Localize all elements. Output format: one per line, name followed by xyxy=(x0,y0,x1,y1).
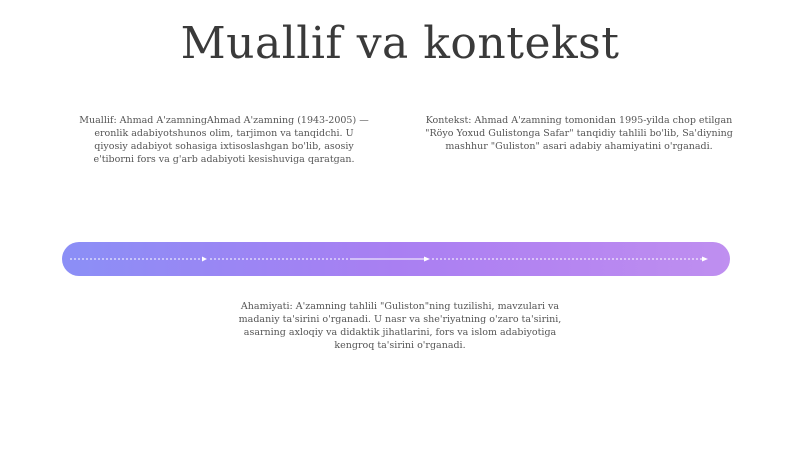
timeline-arrows xyxy=(62,242,730,276)
context-text: Kontekst: Ahmad A'zamning tomonidan 1995-yilda chop etilgan "Röyo Yoxud Gulistonga Safar" tanqidiy tahlili bo'lib, Sa'diyning mashhur "Guliston" asari adabiy ahamiyatini o'rganadi. xyxy=(425,115,733,152)
arrow-head-2-icon xyxy=(424,257,430,262)
importance-text: Ahamiyati: A'zamning tahlili "Guliston"ning tuzilishi, mavzulari va madaniy ta'sirini o'rganadi. U nasr va she'riyatning o'zaro ta'sirini, asarning axloqiy va didaktik jihatlarini, fors va islom adabiyotiga kengroq ta'sirini o'rganadi. xyxy=(238,301,562,351)
arrow-head-1-icon xyxy=(202,257,207,262)
arrow-head-3-icon xyxy=(702,257,708,262)
timeline-bar xyxy=(62,242,730,276)
author-text: Muallif: Ahmad A'zamningAhmad A'zamning (1943-2005) — eronlik adabiyotshunos olim, tarjimon va tanqidchi. U qiyosiy adabiyot sohasiga ixtisoslashgan bo'lib, asosiy e'tiborni fors va g'arb adabiyoti kesishuviga qaratgan. xyxy=(79,115,369,165)
slide-title: Muallif va kontekst xyxy=(180,18,620,69)
